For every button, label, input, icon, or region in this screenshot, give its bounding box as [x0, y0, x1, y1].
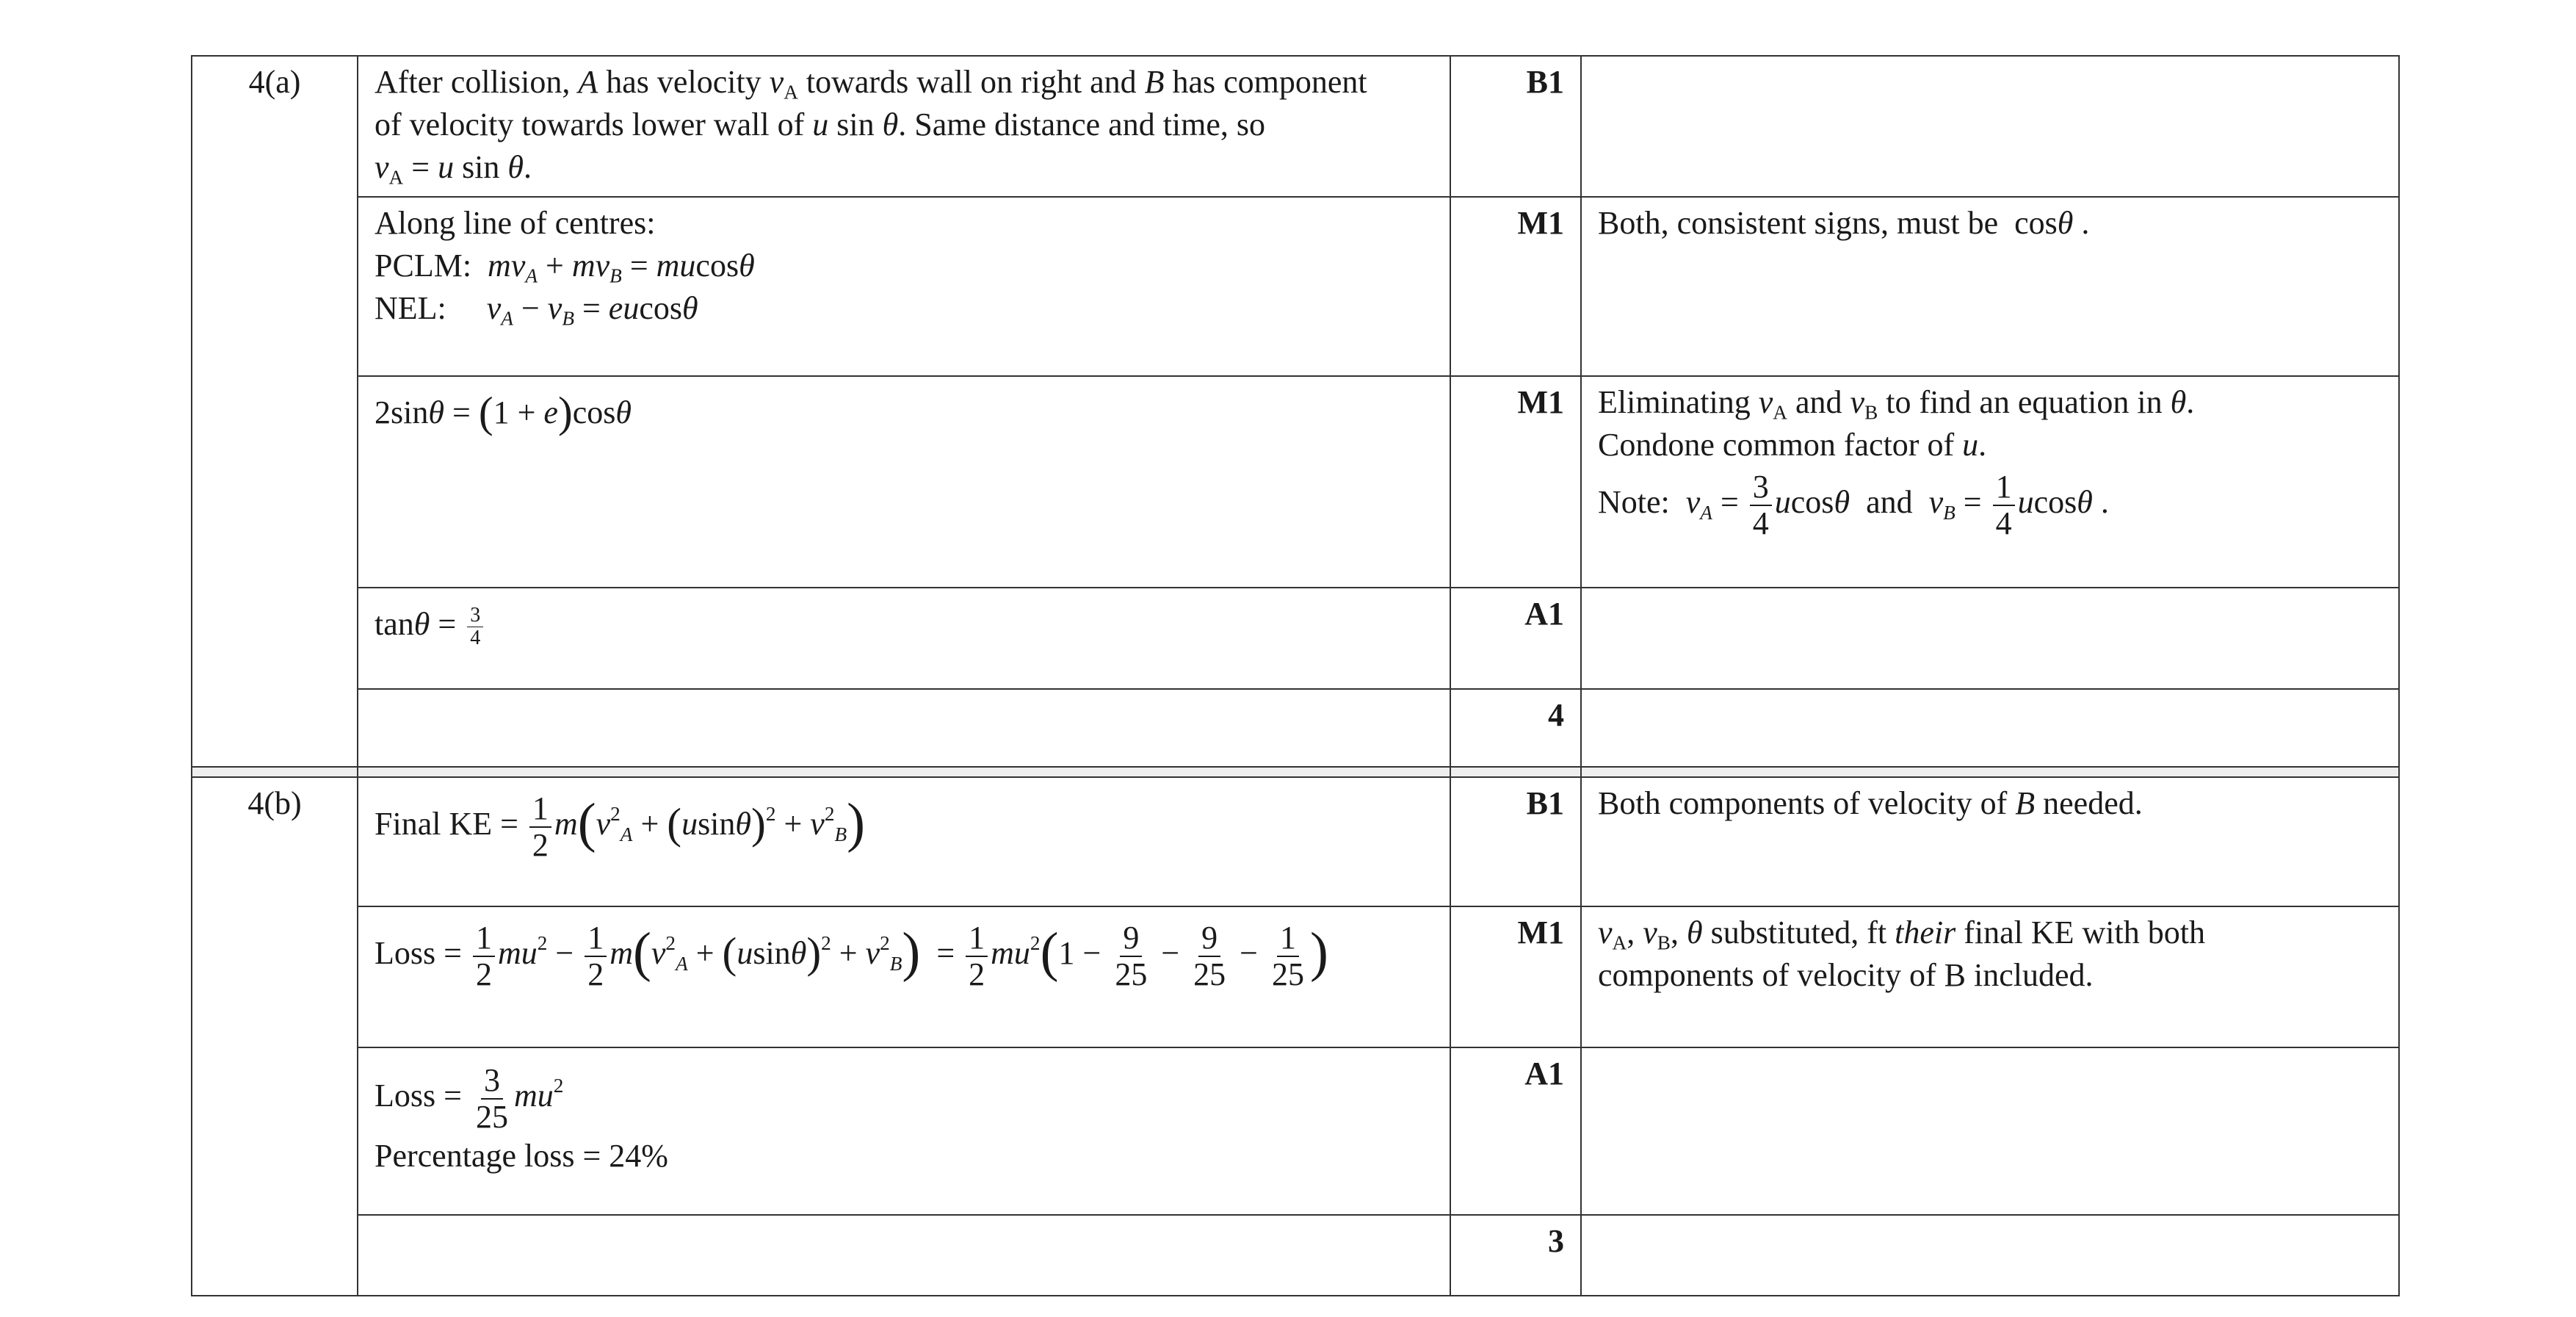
separator-cell	[192, 767, 358, 777]
guidance-cell	[1581, 777, 2399, 906]
answer-cell	[358, 689, 1450, 767]
guidance-cell	[1581, 906, 2399, 1047]
guidance-line: Both components of velocity of B needed.	[1598, 785, 2143, 821]
table-row	[192, 777, 2399, 906]
mark-cell: B1	[1450, 56, 1581, 197]
table-row	[192, 1215, 2399, 1296]
mark-cell: M1	[1450, 376, 1581, 588]
guidance-line: $v_A$, $v_B$, θ substituted, ft their final KE with both	[1598, 914, 2205, 954]
guidance-cell	[1581, 376, 2399, 588]
guidance-line: Note: $v_A$ = $\frac{3}{4}$ ucosθ and $v_B$ = $\frac{1}{4}$ ucosθ .	[1598, 469, 2109, 541]
answer-line: $v_A = u$ sin θ.	[375, 149, 532, 189]
mark-cell: M1	[1450, 197, 1581, 376]
fraction: $\frac{9}{25}$	[1193, 920, 1226, 992]
mark-cell: A1	[1450, 1047, 1581, 1215]
mark-total-cell: 3	[1450, 1215, 1581, 1296]
fraction: $\frac{1}{2}$	[585, 920, 607, 992]
separator-cell	[358, 767, 1450, 777]
mark-scheme-table	[191, 55, 2400, 1296]
answer-line: Loss = $\frac{3}{25}$ $mu^2$	[375, 1062, 564, 1135]
fraction: $\frac{9}{25}$	[1115, 920, 1148, 992]
question-number: 4(b)	[247, 785, 302, 821]
answer-line: PCLM: $mv_A + mv_B = mucos\theta$	[375, 248, 755, 287]
answer-line: tanθ = $\frac{3}{4}$	[375, 593, 1433, 649]
question-number-cell	[192, 777, 358, 1296]
fraction: $\frac{3}{4}$	[467, 605, 483, 649]
separator-cell	[1581, 767, 2399, 777]
question-number-cell	[192, 56, 358, 767]
guidance-cell	[1581, 588, 2399, 689]
table-row	[192, 689, 2399, 767]
table-row	[192, 56, 2399, 197]
answer-cell	[358, 56, 1450, 197]
table-row	[192, 1047, 2399, 1215]
answer-cell	[358, 906, 1450, 1047]
guidance-cell	[1581, 197, 2399, 376]
fraction: $\frac{1}{25}$	[1271, 920, 1304, 992]
separator-cell	[1450, 767, 1581, 777]
fraction: $\frac{1}{4}$	[1993, 469, 2015, 541]
mark-cell: B1	[1450, 777, 1581, 906]
guidance-line: components of velocity of B included.	[1598, 957, 2094, 993]
answer-cell	[358, 1047, 1450, 1215]
guidance-cell	[1581, 56, 2399, 197]
question-number: 4(a)	[248, 64, 301, 100]
answer-line: Loss = $\frac{1}{2}$ $mu^2$ − $\frac{1}{2}$ $m(v^2_A + (usin\theta)^2 + v^2_B)$ = $\frac{1}{2}$ $mu^2(1$ − $\frac{9}{25}$ − $\frac{9}{25}$ − $\frac{1}{25}$ )	[375, 920, 1328, 992]
answer-cell	[358, 1215, 1450, 1296]
guidance-cell	[1581, 1047, 2399, 1215]
guidance-line: Both, consistent signs, must be cosθ .	[1598, 205, 2090, 241]
question-separator	[192, 767, 2399, 777]
guidance-cell	[1581, 1215, 2399, 1296]
table-row	[192, 588, 2399, 689]
guidance-cell	[1581, 689, 2399, 767]
mark-cell: M1	[1450, 906, 1581, 1047]
fraction: $\frac{3}{25}$	[475, 1062, 508, 1135]
answer-line: NEL: $v_A - v_B = eucos\theta$	[375, 290, 698, 330]
answer-line: Percentage loss = 24%	[375, 1138, 668, 1174]
fraction: $\frac{3}{4}$	[1750, 469, 1772, 541]
fraction: $\frac{1}{2}$	[966, 920, 988, 992]
answer-cell	[358, 197, 1450, 376]
answer-line: 2sinθ = (1 + e)cosθ	[375, 387, 632, 436]
fraction: $\frac{1}{2}$	[529, 791, 551, 863]
mark-total-cell: 4	[1450, 689, 1581, 767]
mark-cell: A1	[1450, 588, 1581, 689]
table-row	[192, 906, 2399, 1047]
guidance-line: Condone common factor of u.	[1598, 427, 1987, 463]
answer-line: After collision, A has velocity $v_A$ towards wall on right and B has component	[375, 64, 1367, 104]
answer-line: Along line of centres:	[375, 205, 656, 241]
table-row	[192, 376, 2399, 588]
answer-cell	[358, 588, 1450, 689]
guidance-line: Eliminating $v_A$ and $v_B$ to find an equation in θ.	[1598, 384, 2195, 424]
fraction: $\frac{1}{2}$	[473, 920, 495, 992]
table-row	[192, 197, 2399, 376]
answer-cell	[358, 376, 1450, 588]
answer-line: of velocity towards lower wall of u sin θ. Same distance and time, so	[375, 107, 1266, 142]
answer-line: Final KE = $\frac{1}{2}$ $m(v^2_A + (usin\theta)^2 + v^2_B)$	[375, 790, 866, 863]
answer-cell	[358, 777, 1450, 906]
